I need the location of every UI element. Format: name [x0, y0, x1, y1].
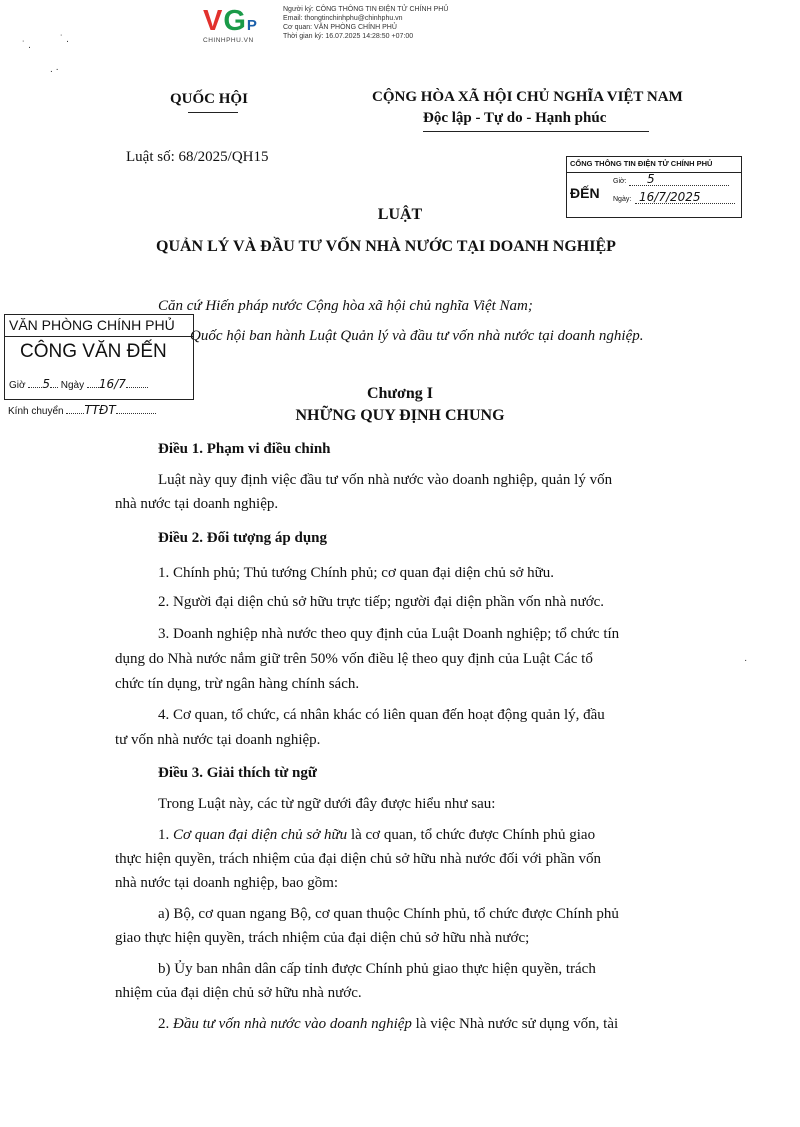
article-1-text: nhà nước tại doanh nghiệp. [115, 496, 279, 512]
stamp-ngay-label: Ngày [60, 380, 85, 391]
article-1-text: Luật này quy định việc đầu tư vốn nhà nước vào doanh nghiệp, quản lý vốn [158, 472, 613, 488]
article-3-item-a: a) Bộ, cơ quan ngang Bộ, cơ quan thuộc Chính phủ, tổ chức được Chính phủ [158, 906, 619, 922]
stamp-ngay-label: Ngày: [613, 196, 632, 203]
stamp-divider [5, 336, 193, 337]
stamp-portal-header: CỔNG THÔNG TIN ĐIỆN TỬ CHÍNH PHỦ [570, 159, 713, 168]
article-2-item: 3. Doanh nghiệp nhà nước theo quy định của Luật Doanh nghiệp; tổ chức tín [158, 626, 620, 642]
signature-signer: Người ký: CÔNG THÔNG TIN ĐIỆN TỬ CHÍNH PHỦ [283, 6, 449, 13]
stamp-office-header: VĂN PHÒNG CHÍNH PHỦ [9, 317, 175, 333]
scan-speck: . · [50, 64, 59, 75]
vgp-logo: VGP [203, 5, 258, 37]
stamp-gio-label: Giờ: [613, 178, 627, 185]
article-3-intro: Trong Luật này, các từ ngữ dưới đây được hiểu như sau: [158, 796, 496, 812]
issuer-name: QUỐC HỘI [170, 91, 248, 107]
national-motto: Độc lập - Tự do - Hạnh phúc [423, 110, 607, 126]
stamp-forward-label: Kính chuyển [8, 406, 64, 417]
stamp-dotted-line [629, 185, 729, 186]
article-2-item: tư vốn nhà nước tại doanh nghiệp. [115, 732, 321, 748]
chapter-name: NHỮNG QUY ĐỊNH CHUNG [295, 407, 505, 424]
stamp-gio-value: 5 [42, 377, 50, 391]
chapter-number: Chương I [366, 385, 434, 402]
article-3-item-a: giao thực hiện quyền, trách nhiệm của đại diện chủ sở hữu nhà nước; [115, 930, 530, 946]
national-title: CỘNG HÒA XÃ HỘI CHỦ NGHĨA VIỆT NAM [372, 89, 683, 105]
article-2-title: Điều 2. Đối tượng áp dụng [158, 530, 328, 546]
article-3-item-1: nhà nước tại doanh nghiệp, bao gồm: [115, 875, 339, 891]
stamp-den-label: ĐẾN [570, 185, 600, 201]
law-number: Luật số: 68/2025/QH15 [126, 149, 269, 165]
stamp-ngay-value: 16/7 [98, 377, 126, 391]
preamble-basis: Căn cứ Hiến pháp nước Cộng hòa xã hội chủ nghĩa Việt Nam; [158, 298, 533, 314]
stamp-gio-label: Giờ [9, 380, 26, 391]
article-1-title: Điều 1. Phạm vi điều chỉnh [158, 441, 331, 457]
article-2-item: dụng do Nhà nước nắm giữ trên 50% vốn điều lệ theo quy định của Luật Các tổ [115, 651, 593, 667]
article-3-item-1: 1. Cơ quan đại diện chủ sở hữu là cơ quan, tổ chức được Chính phủ giao [158, 827, 596, 843]
article-3-item-2: 2. Đầu tư vốn nhà nước vào doanh nghiệp là việc Nhà nước sử dụng vốn, tài [158, 1016, 619, 1032]
article-3-item-b: nhiệm của đại diện chủ sở hữu nhà nước. [115, 985, 362, 1001]
stamp-title: CÔNG VĂN ĐẾN [20, 341, 167, 362]
article-3-title: Điều 3. Giải thích từ ngữ [158, 765, 317, 781]
stamp-forward-value: TTĐT [84, 403, 116, 417]
issuer-underline [188, 112, 238, 113]
defined-term: Đầu tư vốn nhà nước vào doanh nghiệp [173, 1016, 412, 1032]
article-2-item: 4. Cơ quan, tổ chức, cá nhân khác có liên quan đến hoạt động quản lý, đầu [158, 707, 605, 723]
defined-term: Cơ quan đại diện chủ sở hữu [173, 827, 348, 843]
preamble-enactment: Quốc hội ban hành Luật Quản lý và đầu tư vốn nhà nước tại doanh nghiệp. [190, 328, 644, 344]
signature-agency: Cơ quan: VĂN PHÒNG CHÍNH PHỦ [283, 24, 397, 31]
stamp-ngay-value: 16/7/2025 [639, 190, 701, 204]
signature-email: Email: thongtinchinhphu@chinhphu.vn [283, 15, 403, 22]
digital-signature-info [283, 5, 448, 41]
article-2-item: 1. Chính phủ; Thủ tướng Chính phủ; cơ quan đại diện chủ sở hữu. [158, 565, 555, 581]
article-2-item: chức tín dụng, trừ ngân hàng chính sách. [115, 676, 360, 692]
vgp-logo-subtitle: CHINHPHU.VN [203, 37, 254, 44]
article-3-item-b: b) Ủy ban nhân dân cấp tỉnh được Chính phủ giao thực hiện quyền, trách [158, 961, 596, 977]
article-2-item: 2. Người đại diện chủ sở hữu trực tiếp; người đại diện phần vốn nhà nước. [158, 594, 605, 610]
scan-speck: ˙ . [22, 40, 31, 51]
motto-underline [423, 131, 649, 132]
law-title: LUẬT [377, 206, 423, 223]
scan-speck: ˙ . [60, 34, 69, 45]
law-subtitle: QUẢN LÝ VÀ ĐẦU TƯ VỐN NHÀ NƯỚC TẠI DOANH NGHIỆP [156, 238, 616, 255]
article-3-item-1: thực hiện quyền, trách nhiệm của đại diện chủ sở hữu nhà nước đối với phần vốn [115, 851, 601, 867]
scan-speck: · [744, 655, 748, 666]
stamp-gio-value: 5 [647, 172, 655, 186]
signature-time: Thời gian ký: 16.07.2025 14:28:50 +07:00 [283, 33, 414, 40]
